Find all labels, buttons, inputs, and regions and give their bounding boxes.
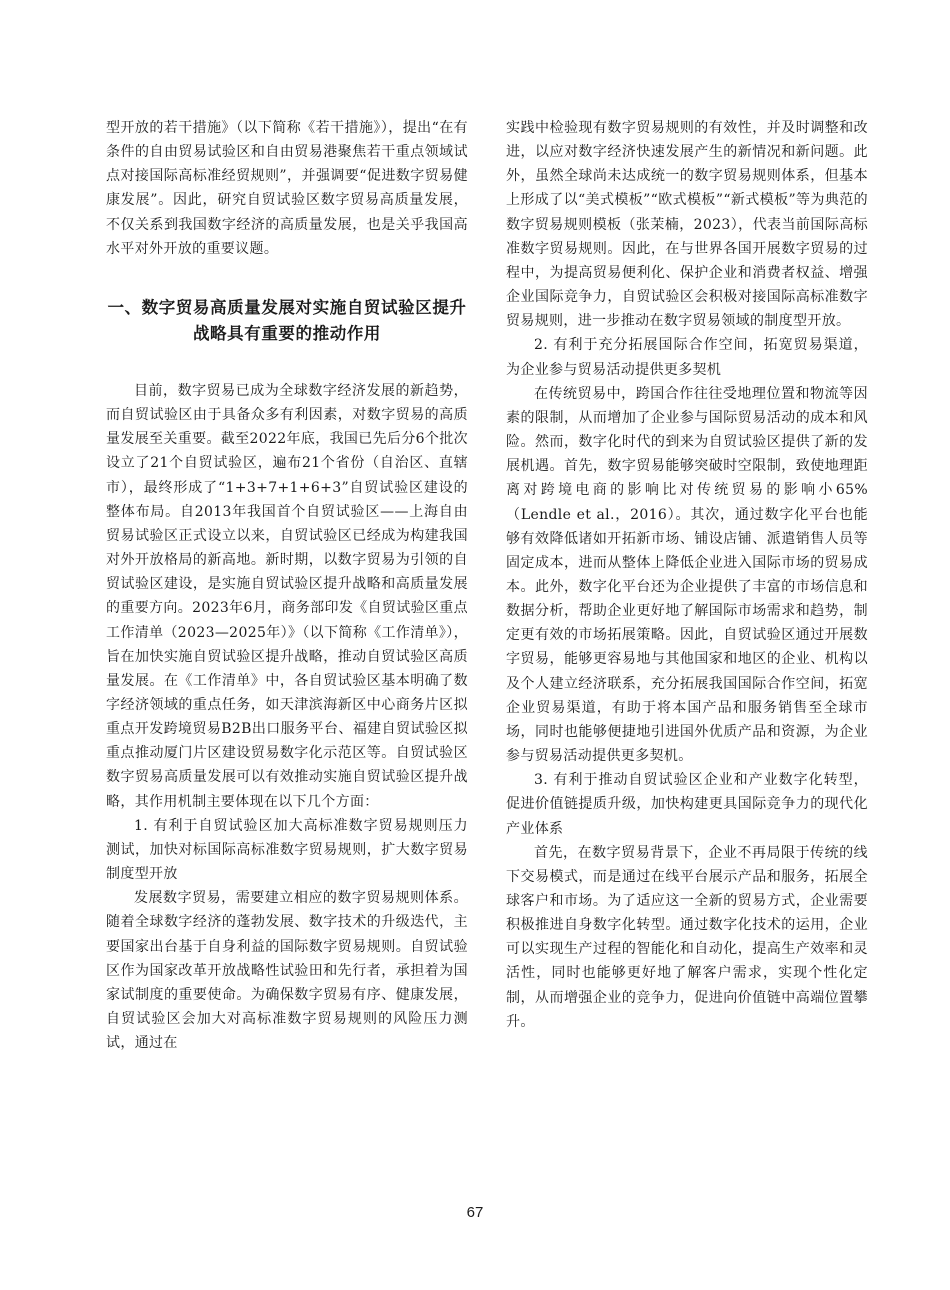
left-column — [106, 116, 468, 1055]
paragraph-2: 在传统贸易中，跨国合作往往受地理位置和物流等因素的限制，从而增加了企业参与国际贸易活动的成本和风险。然而，数字化时代的到来为自贸试验区提供了新的发展机遇。首先，数字贸易能够突破时空限制，致使地理距离对跨境电商的影响比对传统贸易的影响小65%（Lendle et al.，2016）。其次，通过数字化平台也能够有效降低诸如开拓新市场、铺设店铺、派遣销售人员等固定成本，进而从整体上降低企业进入国际市场的贸易成本。此外，数字化平台还为企业提供了丰富的市场信息和数据分析，帮助企业更好地了解国际市场需求和趋势，制定更有效的市场拓展策略。因此，自贸试验区通过开展数字贸易，能够更容易地与其他国家和地区的企业、机构以及个人建立经济联系，充分拓展我国国际合作空间，拓宽企业贸易渠道，有助于将本国产品和服务销售至全球市场，同时也能够便捷地引进国外优质产品和资源，为企业参与贸易活动提供更多契机。 — [506, 385, 868, 765]
page-number: 67 — [466, 1204, 484, 1221]
right-column — [506, 116, 868, 1034]
subheading-3: 3. 有利于推动自贸试验区企业和产业数字化转型，促进价值链提质升级，加快构建更具国际竞争力的现代化产业体系 — [506, 772, 868, 837]
paragraph-1: 发展数字贸易，需要建立相应的数字贸易规则体系。随着全球数字经济的蓬勃发展、数字技术的升级迭代，主要国家出台基于自身利益的国际数字贸易规则。自贸试验区作为国家改革开放战略性试验田和先行者，承担着为国家试制度的重要使命。为确保数字贸易有序、健康发展，自贸试验区会加大对高标准数字贸易规则的风险压力测试，通过在 — [106, 890, 468, 1052]
subheading-1: 1. 有利于自贸试验区加大高标准数字贸易规则压力测试，加快对标国际高标准数字贸易规则，扩大数字贸易制度型开放 — [106, 817, 468, 883]
subheading-2: 2. 有利于充分拓展国际合作空间，拓宽贸易渠道，为企业参与贸易活动提供更多契机 — [506, 337, 868, 378]
paragraph-1-continued: 实践中检验现有数字贸易规则的有效性，并及时调整和改进，以应对数字经济快速发展产生的新情况和新问题。此外，虽然全球尚未达成统一的数字贸易规则体系，但基本上形成了以“美式模板”“欧式模板”“新式模板”等为典范的数字贸易规则模板（张茉楠，2023），代表当前国际高标准数字贸易规则。因此，在与世界各国开展数字贸易的过程中，为提高贸易便利化、保护企业和消费者权益、增强企业国际竞争力，自贸试验区会积极对接国际高标准数字贸易规则，进一步推动在数字贸易领域的制度型开放。 — [506, 120, 868, 330]
section-heading: 一、数字贸易高质量发展对实施自贸试验区提升战略具有重要的推动作用 — [107, 297, 467, 343]
paragraph-3: 首先，在数字贸易背景下，企业不再局限于传统的线下交易模式，而是通过在线平台展示产品和服务，拓展全球客户和市场。为了适应这一全新的贸易方式，企业需要积极推进自身数字化转型。通过数字化技术的运用，企业可以实现生产过程的智能化和自动化，提高生产效率和灵活性，同时也能够更好地了解客户需求，实现个性化定制，从而增强企业的竞争力，促进向价值链中高端位置攀升。 — [506, 844, 868, 1030]
intro-paragraph: 目前，数字贸易已成为全球数字经济发展的新趋势，而自贸试验区由于具备众多有利因素，对数字贸易的高质量发展至关重要。截至2022年底，我国已先后分6个批次设立了21个自贸试验区，遍布21个省份（自治区、直辖市），最终形成了“1+3+7+1+6+3”自贸试验区建设的整体布局。自2013年我国首个自贸试验区——上海自由贸易试验区正式设立以来，自贸试验区已经成为构建我国对外开放格局的新高地。新时期，以数字贸易为引领的自贸试验区建设，是实施自贸试验区提升战略和高质量发展的重要方向。2023年6月，商务部印发《自贸试验区重点工作清单（2023—2025年）》（以下简称《工作清单》），旨在加快实施自贸试验区提升战略，推动自贸试验区高质量发展。在《工作清单》中，各自贸试验区基本明确了数字经济领域的重点任务，如天津滨海新区中心商务片区拟重点开发跨境贸易B2B出口服务平台、福建自贸试验区拟重点推动厦门片区建设贸易数字化示范区等。自贸试验区数字贸易高质量发展可以有效推动实施自贸试验区提升战略，其作用机制主要体现在以下几个方面： — [106, 382, 468, 810]
paragraph-continued: 型开放的若干措施》（以下简称《若干措施》），提出“在有条件的自由贸易试验区和自由贸易港聚焦若干重点领域试点对接国际高标准经贸规则”，并强调要“促进数字贸易健康发展”。因此，研究自贸试验区数字贸易高质量发展，不仅关系到我国数字经济的高质量发展，也是关乎我国高水平对外开放的重要议题。 — [106, 120, 468, 257]
